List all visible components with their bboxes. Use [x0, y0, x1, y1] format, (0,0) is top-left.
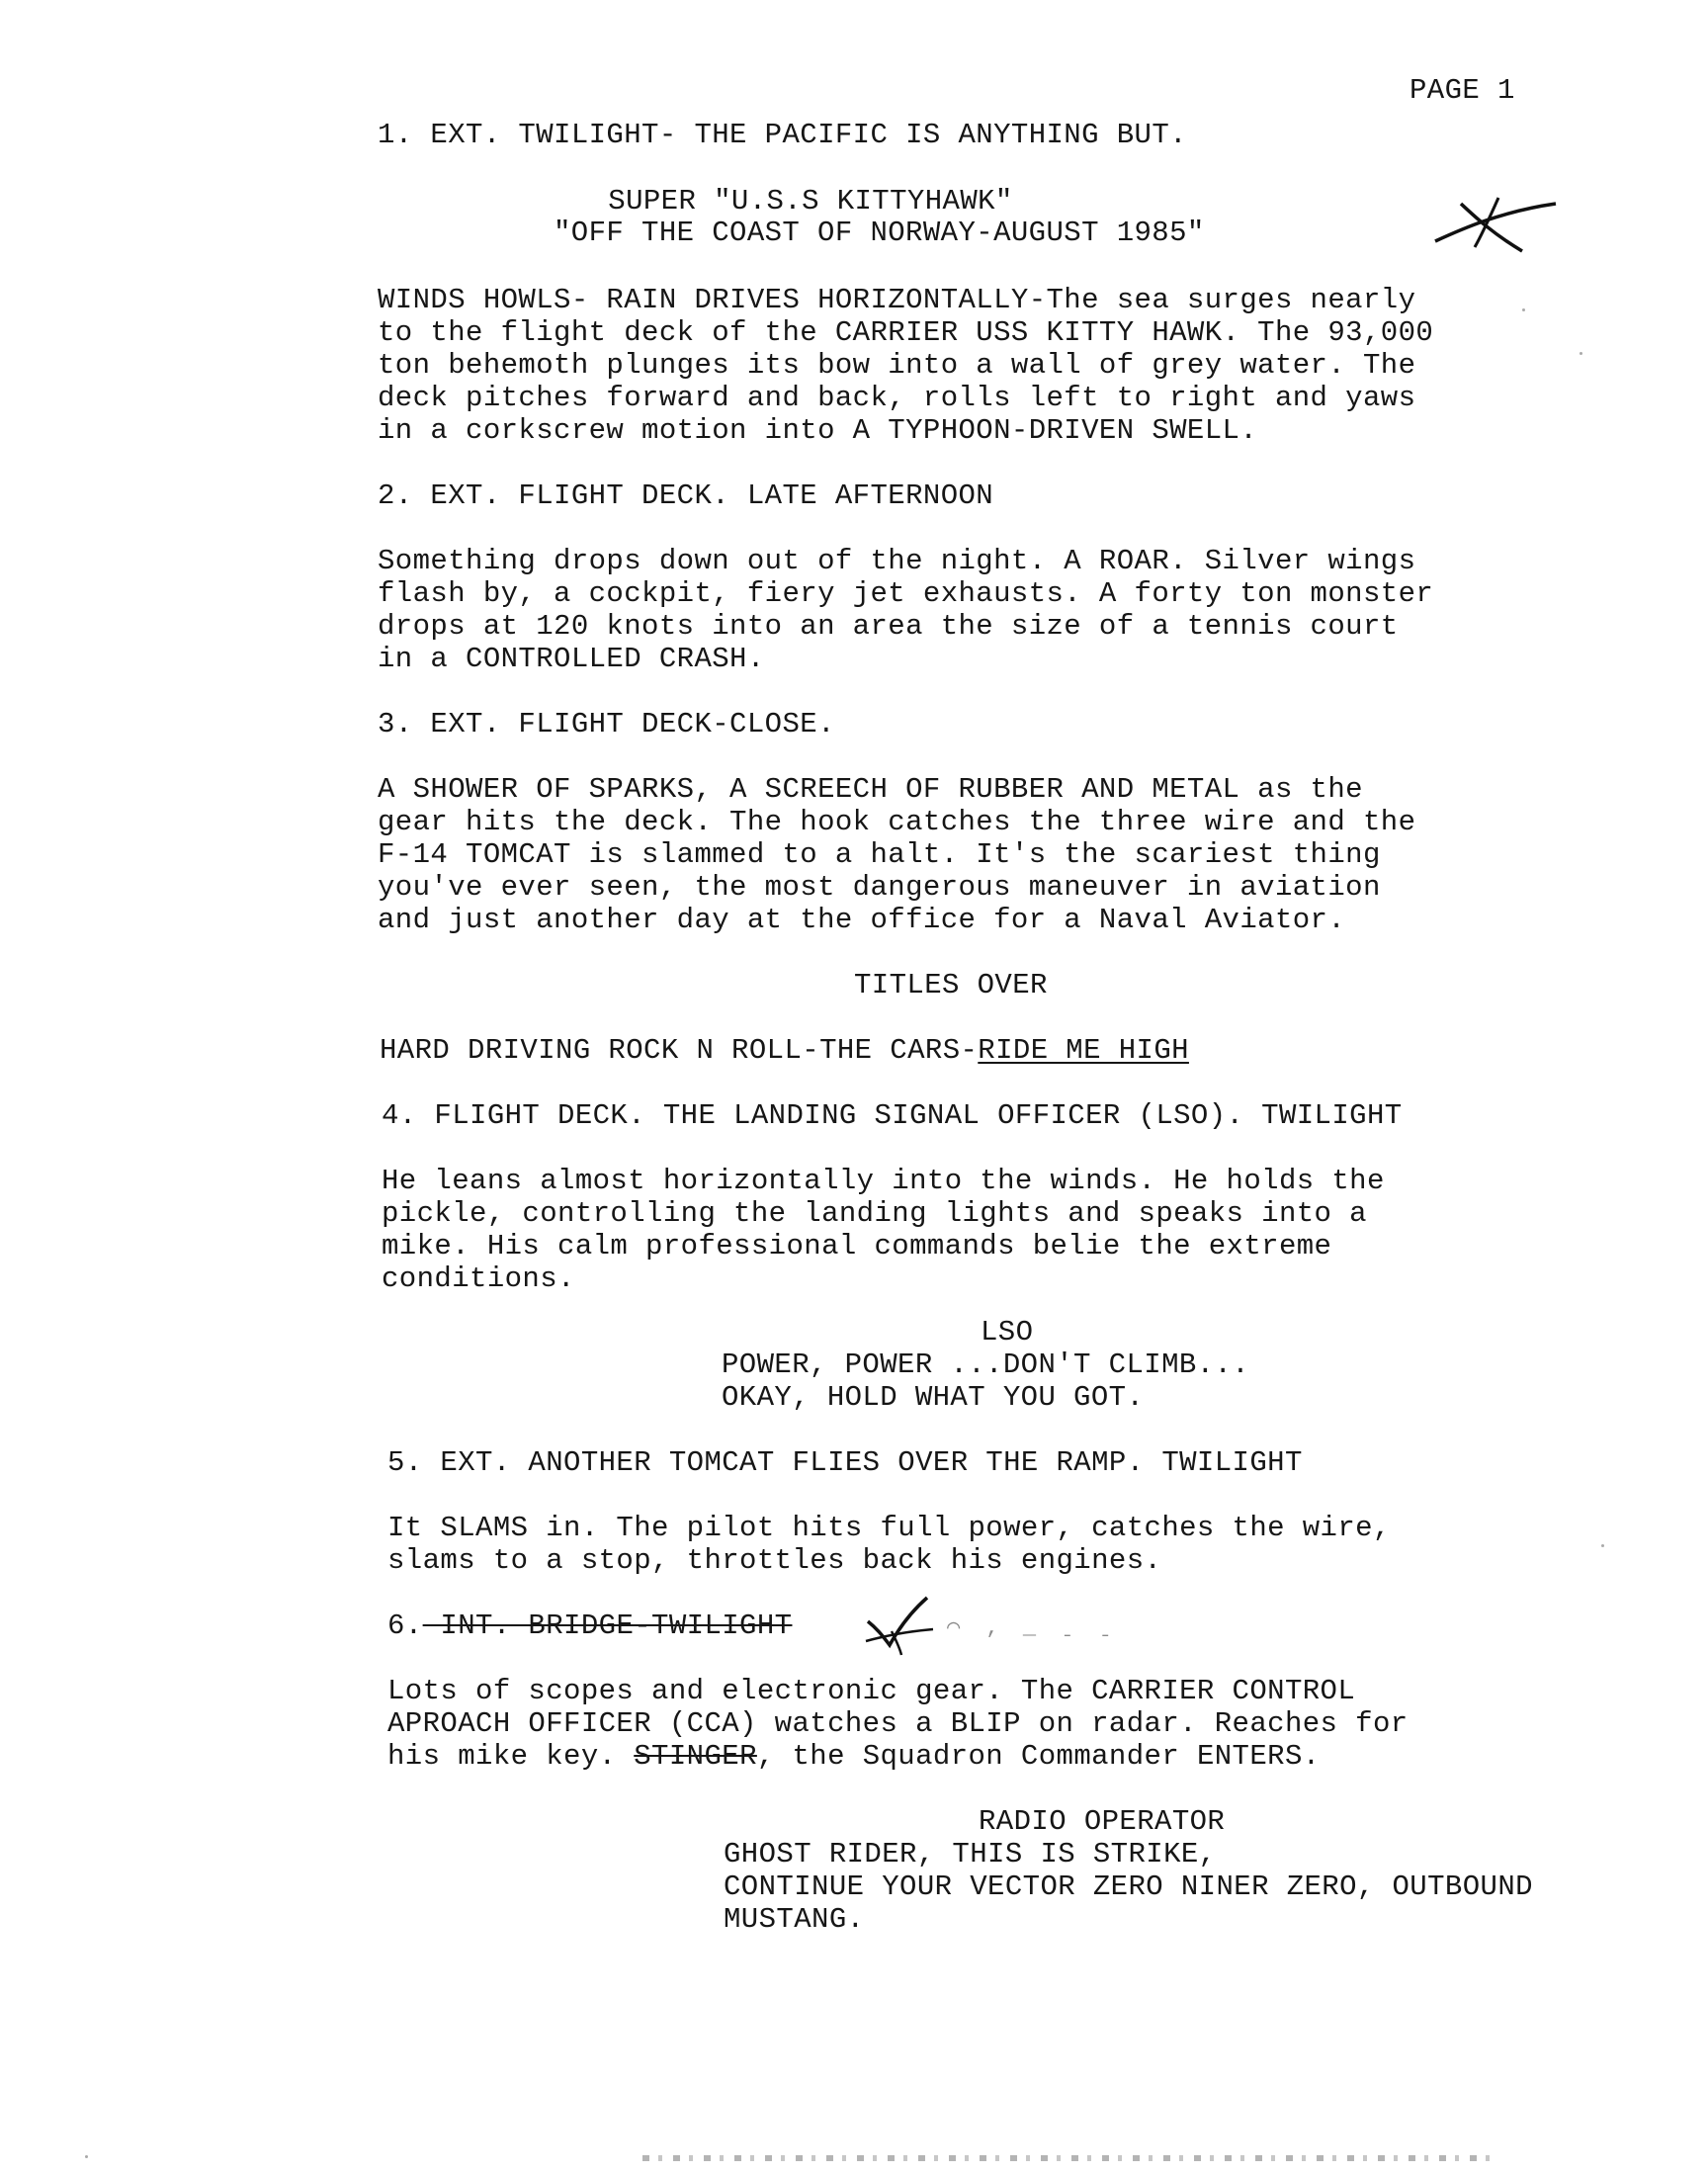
scene3-action-line: A SHOWER OF SPARKS, A SCREECH OF RUBBER AND METAL as the	[378, 773, 1363, 806]
scene1-action-line: deck pitches forward and back, rolls left to right and yaws	[378, 382, 1416, 414]
scene3-action-line: F-14 TOMCAT is slammed to a halt. It's the scariest thing	[378, 838, 1381, 871]
scene4-action-line: He leans almost horizontally into the winds. He holds the	[382, 1165, 1385, 1197]
scan-speck	[1601, 1544, 1604, 1547]
scene1-action-line: WINDS HOWLS- RAIN DRIVES HORIZONTALLY-The sea surges nearly	[378, 284, 1416, 316]
dialogue-line: MUSTANG.	[724, 1903, 865, 1936]
music-cue	[380, 1034, 1189, 1067]
scene-heading-3: 3. EXT. FLIGHT DECK-CLOSE.	[378, 708, 835, 740]
handwritten-mark-icon	[1431, 190, 1560, 259]
scene6-action-post: , the Squadron Commander ENTERS.	[756, 1740, 1321, 1773]
scene6-struck-heading: INT. BRIDGE-TWILIGHT	[422, 1610, 793, 1642]
dialogue-line: GHOST RIDER, THIS IS STRIKE,	[724, 1838, 1217, 1870]
scene4-action-line: pickle, controlling the landing lights and speaks into a	[382, 1197, 1367, 1230]
struck-word: STINGER	[634, 1740, 757, 1773]
scene-heading-5: 5. EXT. ANOTHER TOMCAT FLIES OVER THE RAMP. TWILIGHT	[387, 1446, 1303, 1479]
scene6-action-pre: his mike key.	[387, 1740, 635, 1773]
scan-speck	[1580, 352, 1582, 355]
scene5-action-line: slams to a stop, throttles back his engines.	[387, 1544, 1162, 1577]
handwritten-check-icon	[858, 1592, 937, 1657]
scene2-action-line: in a CONTROLLED CRASH.	[378, 643, 765, 675]
dialogue-line: CONTINUE YOUR VECTOR ZERO NINER ZERO, OUTBOUND	[724, 1870, 1533, 1903]
scene1-action-line: in a corkscrew motion into A TYPHOON-DRIVEN SWELL.	[378, 414, 1258, 447]
super-title-1: SUPER "U.S.S KITTYHAWK"	[608, 185, 1013, 218]
scene6-action-line: APROACH OFFICER (CCA) watches a BLIP on radar. Reaches for	[387, 1707, 1409, 1740]
scene3-action-line: gear hits the deck. The hook catches the three wire and the	[378, 806, 1416, 838]
scene-heading-6	[387, 1610, 792, 1642]
faint-smudge-marks: ⌒ ‚ _ ˍ ˍ	[947, 1615, 1118, 1640]
music-cue-prefix: HARD DRIVING ROCK N ROLL-THE CARS-	[380, 1034, 979, 1067]
scene5-action-line: It SLAMS in. The pilot hits full power, catches the wire,	[387, 1512, 1391, 1544]
character-radio-operator: RADIO OPERATOR	[979, 1805, 1226, 1838]
scene-heading-4: 4. FLIGHT DECK. THE LANDING SIGNAL OFFICER (LSO). TWILIGHT	[382, 1099, 1403, 1132]
scan-artifact-bottom	[642, 2155, 1493, 2161]
scene2-action-line: drops at 120 knots into an area the size of a tennis court	[378, 610, 1399, 643]
character-lso: LSO	[981, 1316, 1034, 1348]
scene4-action-line: conditions.	[382, 1262, 575, 1295]
titles-over: TITLES OVER	[854, 969, 1048, 1001]
scene2-action-line: flash by, a cockpit, fiery jet exhausts. A forty ton monster	[378, 577, 1434, 610]
scene6-action-line: Lots of scopes and electronic gear. The CARRIER CONTROL	[387, 1675, 1356, 1707]
music-cue-song: RIDE ME HIGH	[978, 1034, 1189, 1067]
dialogue-line: OKAY, HOLD WHAT YOU GOT.	[722, 1381, 1145, 1414]
super-title-2: "OFF THE COAST OF NORWAY-AUGUST 1985"	[554, 217, 1205, 249]
scene4-action-line: mike. His calm professional commands belie the extreme	[382, 1230, 1332, 1262]
scene1-action-line: to the flight deck of the CARRIER USS KITTY HAWK. The 93,000	[378, 316, 1434, 349]
scene6-number: 6.	[387, 1610, 423, 1642]
page-number: PAGE 1	[1409, 74, 1515, 107]
scene3-action-line: and just another day at the office for a Naval Aviator.	[378, 904, 1346, 936]
scan-speck	[85, 2155, 88, 2158]
scene-heading-1: 1. EXT. TWILIGHT- THE PACIFIC IS ANYTHING BUT.	[378, 119, 1187, 151]
scene6-action-line	[387, 1740, 1321, 1773]
scan-speck	[1522, 308, 1525, 311]
scene2-action-line: Something drops down out of the night. A ROAR. Silver wings	[378, 545, 1416, 577]
dialogue-line: POWER, POWER ...DON'T CLIMB...	[722, 1348, 1250, 1381]
scene3-action-line: you've ever seen, the most dangerous maneuver in aviation	[378, 871, 1381, 904]
scene1-action-line: ton behemoth plunges its bow into a wall of grey water. The	[378, 349, 1416, 382]
scene-heading-2: 2. EXT. FLIGHT DECK. LATE AFTERNOON	[378, 479, 994, 512]
